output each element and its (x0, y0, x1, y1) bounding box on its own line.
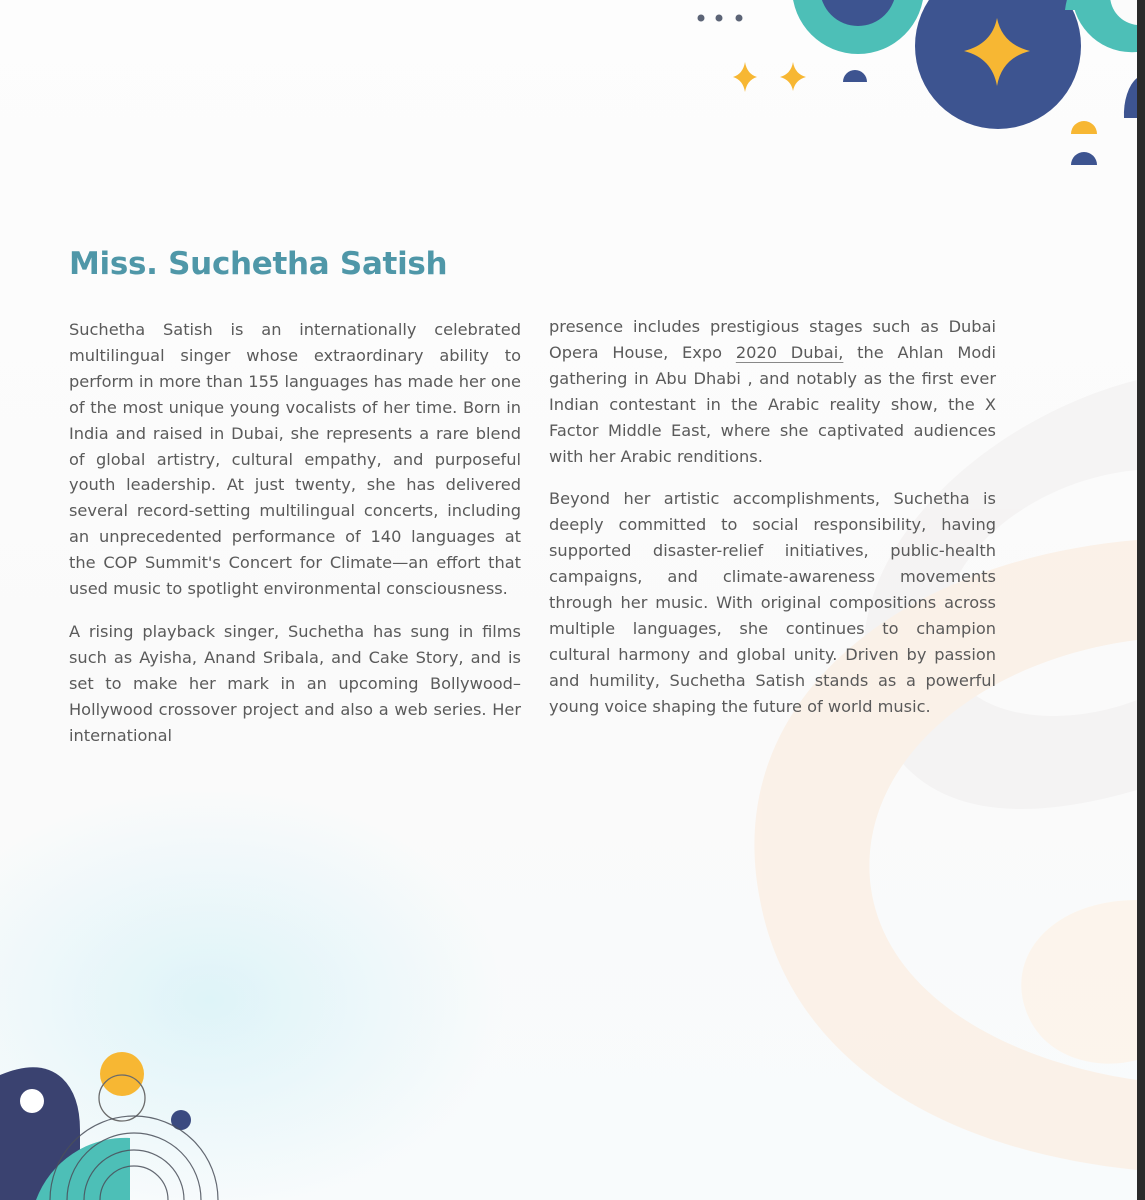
underlined-text: 2020 Dubai, (735, 342, 844, 362)
right-column (549, 314, 996, 737)
navy-circle-shape (915, 0, 1081, 129)
sparkle-icon (733, 62, 757, 92)
paragraph-text: presence includes prestigious stages such as Dubai Opera House, Expo (549, 317, 996, 362)
bio-paragraph-2: A rising playback singer, Suchetha has sung in films such as Ayisha, Anand Sribala, and Cake Story, and is set to make her mark in an upcoming Bollywood–Hollywood crossover project and also a web series. Her international (69, 621, 521, 745)
left-column (69, 317, 521, 766)
half-circle-icon (1071, 152, 1097, 165)
page-title: Miss. Suchetha Satish (69, 246, 448, 282)
gold-circle (100, 1052, 144, 1096)
navy-dot (171, 1110, 191, 1130)
half-circle-icon (843, 70, 867, 82)
half-circle-icon (1124, 78, 1137, 118)
dots-icon (698, 15, 743, 22)
page-edge (1137, 0, 1145, 1200)
teal-ring-shape (792, 0, 924, 54)
paragraph-text: the Ahlan Modi gathering in Abu Dhabi , and notably as the first ever Indian contestant in the Arabic reality show, the X Factor Middle East, where she captivated audiences with her Arabic renditions. (549, 342, 996, 466)
half-circle-icon (1071, 121, 1097, 134)
bio-paragraph-3 (549, 314, 996, 469)
sparkle-icon (780, 62, 806, 91)
bio-paragraph-1: Suchetha Satish is an internationally celebrated multilingual singer whose extraordinary ability to perform in more than 155 languages has made her one of the most unique young vocalists of her time. Born in India and raised in Dubai, she represents a rare blend of global artistry, cultural empathy, and purposeful youth leadership. At just twenty, she has delivered several record-setting multilingual concerts, including an unprecedented performance of 140 languages at the COP Summit's Concert for Climate—an effort that used music to spotlight environmental consciousness. (69, 320, 521, 599)
bio-paragraph-4: Beyond her artistic accomplishments, Suchetha is deeply committed to social responsibility, having supported disaster-relief initiatives, public-health campaigns, and climate-awareness movements through her music. With original compositions across multiple languages, she continues to champion cultural harmony and global unity. Driven by passion and humility, Suchetha Satish stands as a powerful young voice shaping the future of world music. (549, 489, 996, 716)
